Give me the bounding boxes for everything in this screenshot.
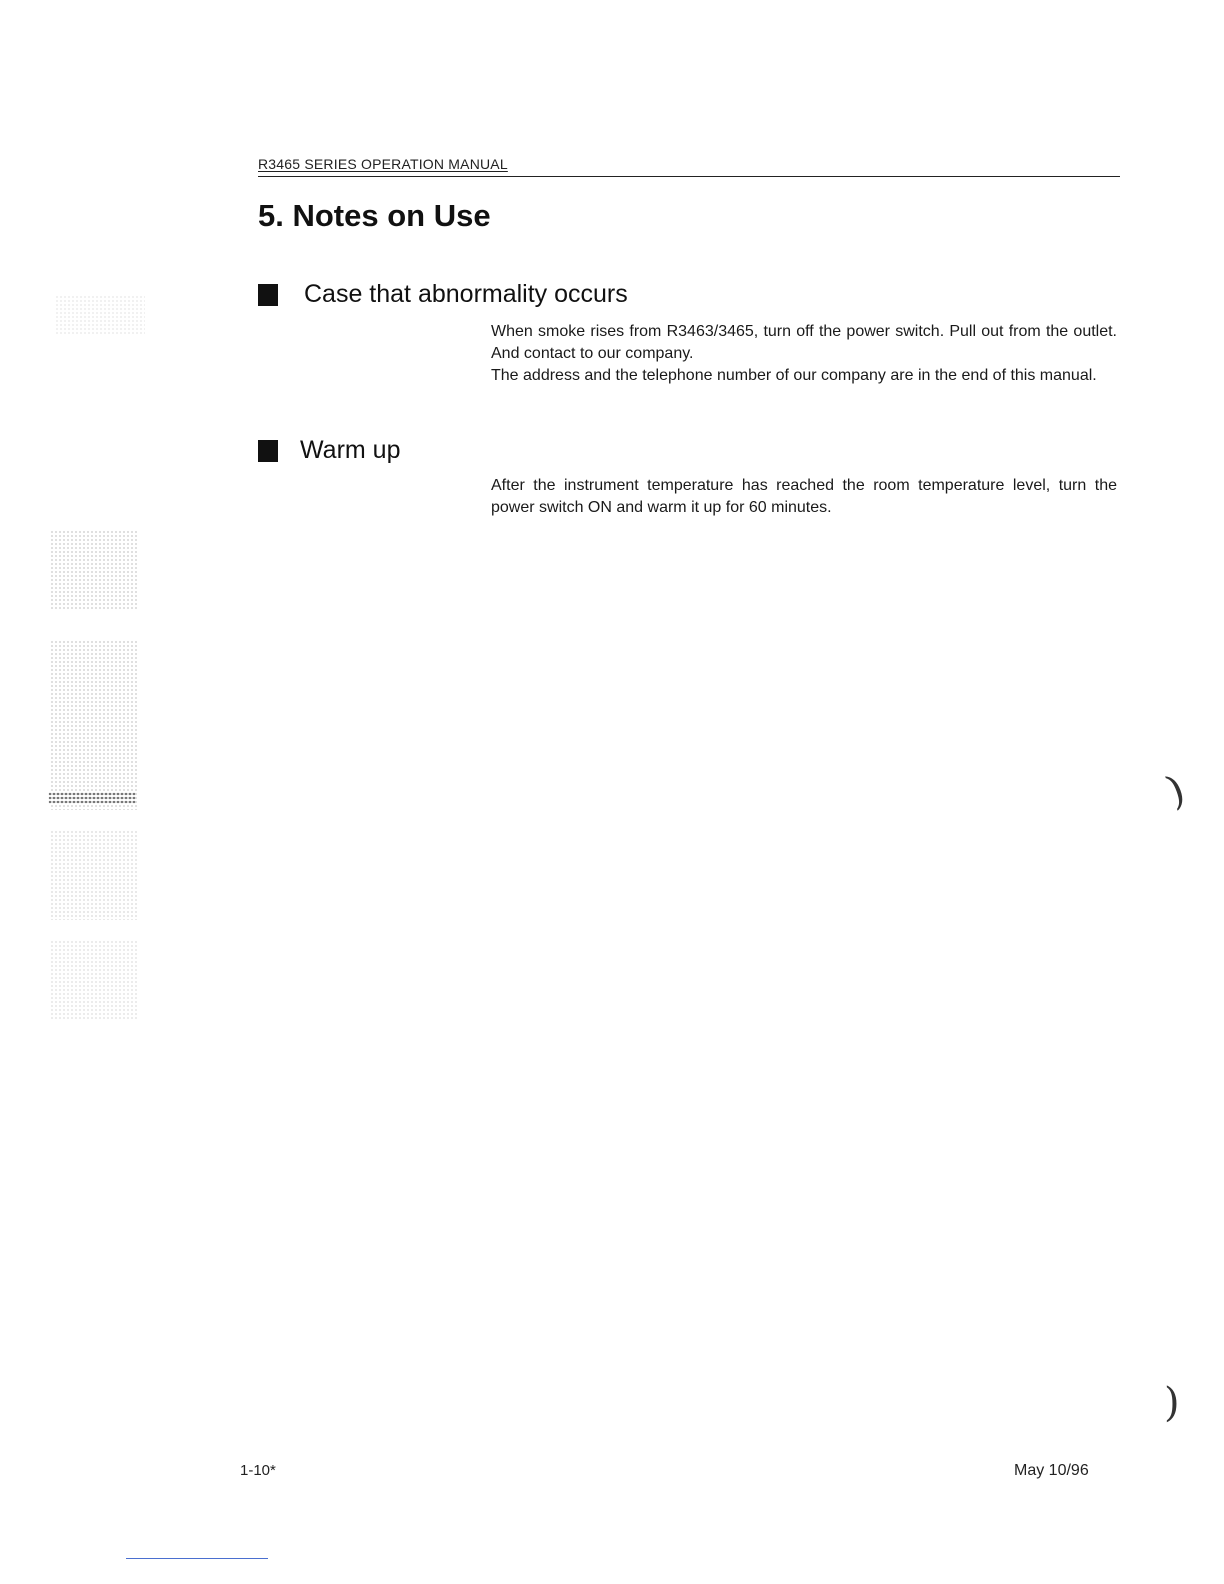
footer-date: May 10/96 [1014, 1462, 1089, 1479]
scan-noise [48, 792, 136, 804]
paragraph: After the instrument temperature has reached the room temperature level, turn the power switch ON and warm it up for 60 minutes. [491, 477, 1117, 516]
section-heading-warm-up [258, 436, 400, 465]
chapter-title: 5. Notes on Use [258, 198, 491, 233]
section-heading-text: Case that abnormality occurs [304, 280, 628, 308]
scan-noise [55, 295, 145, 335]
paragraph: The address and the telephone number of our company are in the end of this manual. [491, 367, 1097, 384]
scan-noise [50, 940, 138, 1020]
scan-noise [50, 830, 138, 920]
square-bullet-icon [258, 440, 278, 462]
scan-noise [50, 530, 138, 610]
page-number: 1-10* [240, 1462, 276, 1479]
binding-mark-icon: ) [1160, 766, 1192, 816]
section-heading-abnormality [258, 280, 628, 309]
footer-rule [126, 1558, 268, 1559]
running-header [258, 156, 1120, 177]
square-bullet-icon [258, 284, 278, 306]
paragraph: When smoke rises from R3463/3465, turn off the power switch. Pull out from the outlet. And contact to our company. [491, 323, 1117, 362]
binding-mark-icon: ) [1164, 1380, 1180, 1426]
section-heading-text: Warm up [300, 436, 401, 464]
scan-noise [50, 640, 138, 810]
running-header-title: R3465 SERIES OPERATION MANUAL [258, 156, 508, 172]
